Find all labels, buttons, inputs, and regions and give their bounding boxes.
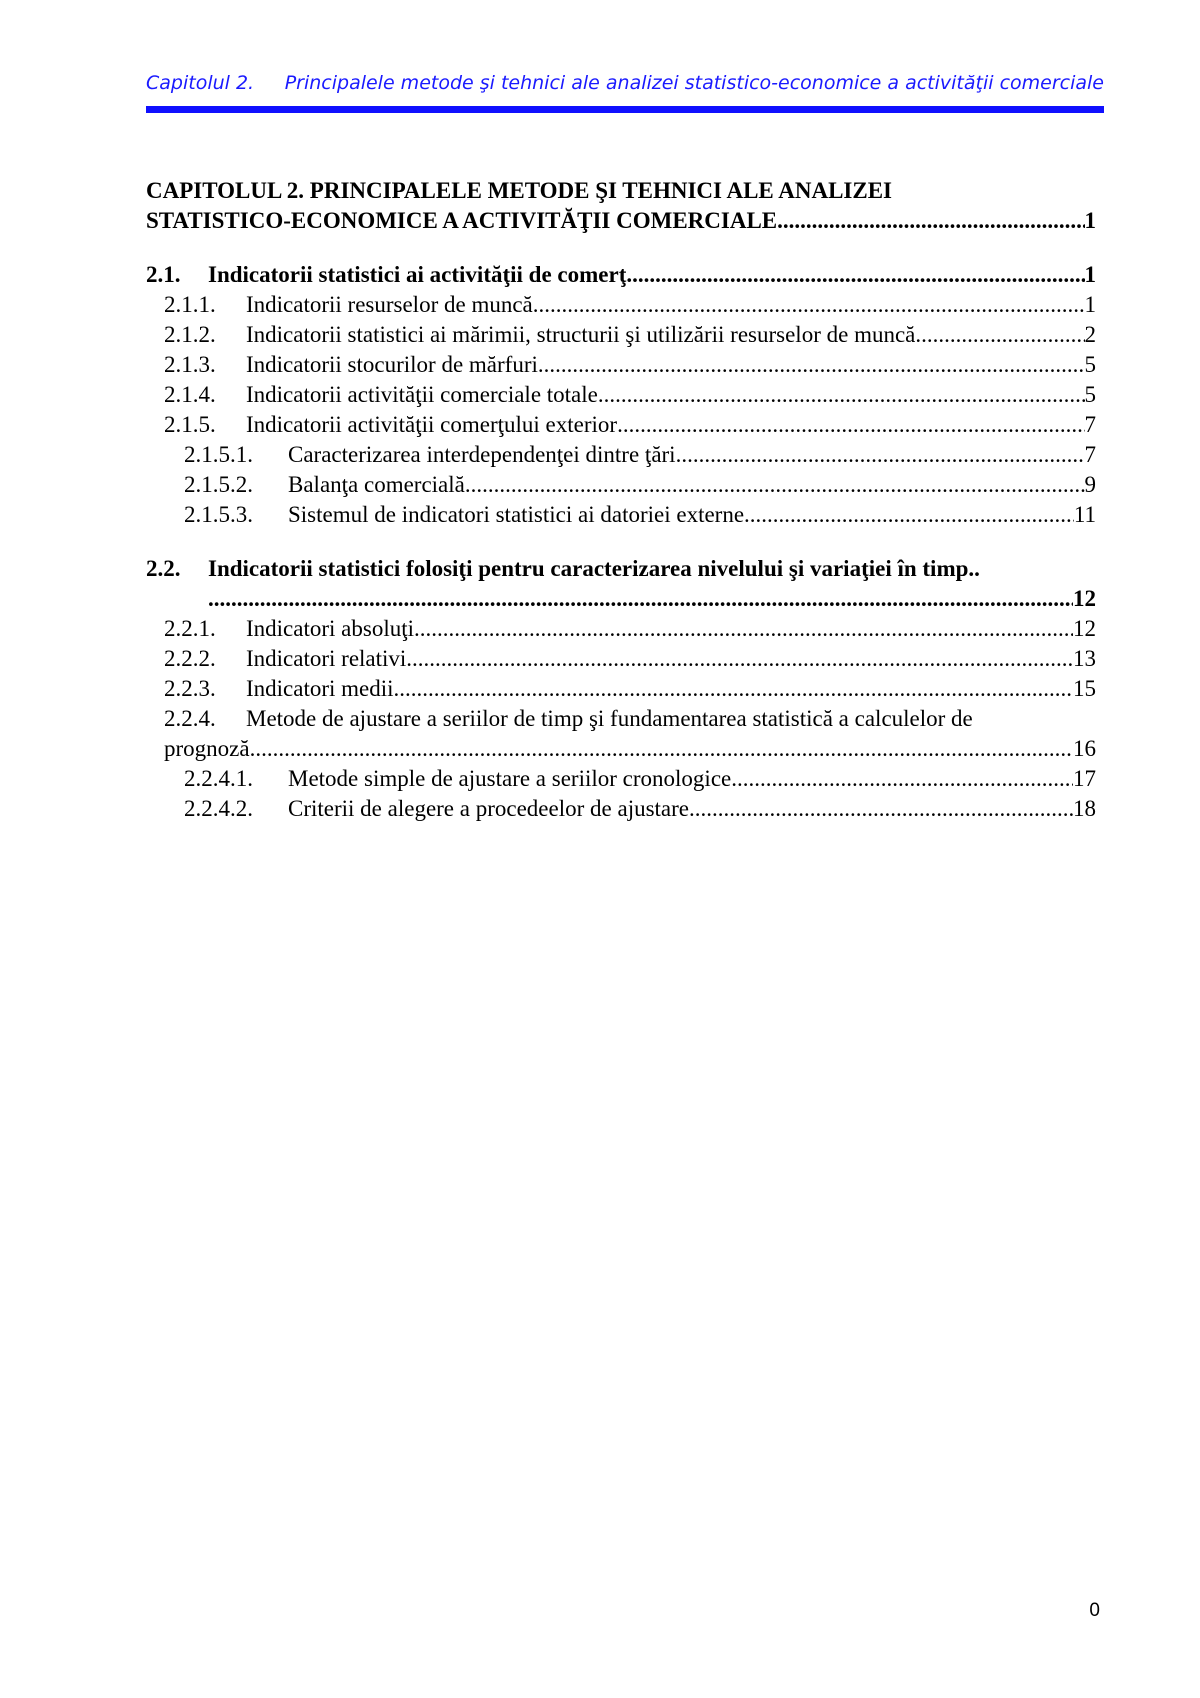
- toc-entry-2-2-4-continued[interactable]: [146, 734, 1096, 764]
- toc-entry-text: Indicatorii activităţii comerţului exterior: [246, 412, 618, 437]
- toc-entry-2-2-4-1[interactable]: [146, 764, 1096, 794]
- toc-entry-text: Metode simple de ajustare a seriilor cronologice: [288, 766, 732, 791]
- toc-entry-2-1-3[interactable]: [146, 350, 1096, 380]
- toc-page-number: 17: [1073, 766, 1096, 791]
- leader-dots: [626, 260, 1084, 290]
- toc-entry-number: 2.2.: [146, 556, 181, 581]
- toc-entry-text: prognoză: [164, 736, 250, 761]
- toc-entry-text: Indicatorii stocurilor de mărfuri: [246, 352, 538, 377]
- toc-entry-number: 2.1.4.: [164, 382, 216, 407]
- leader-dots: [915, 320, 1084, 350]
- toc-entry-text: Indicatori medii: [246, 676, 394, 701]
- toc-entry-2-1-4[interactable]: [146, 380, 1096, 410]
- header-rule: [146, 106, 1104, 113]
- toc-entry-number: 2.1.3.: [164, 352, 216, 377]
- leader-dots: [208, 584, 1073, 614]
- toc-entry-2-2-2[interactable]: [146, 644, 1096, 674]
- toc-entry-number: 2.1.5.1.: [184, 442, 253, 467]
- toc-entry-number: 2.2.1.: [164, 616, 216, 641]
- leader-dots: [676, 440, 1085, 470]
- toc-entry-text: Indicatori absoluţi: [246, 616, 414, 641]
- toc-page-number: 16: [1073, 736, 1096, 761]
- toc-entry-text: Indicatorii resurselor de muncă: [246, 292, 533, 317]
- toc-entry-number: 2.2.4.: [164, 706, 216, 731]
- toc-page-number: 18: [1073, 796, 1096, 821]
- toc-entry-text: Sistemul de indicatori statistici ai datoriei externe: [288, 502, 745, 527]
- leader-dots: [617, 410, 1084, 440]
- toc-page-number: 15: [1073, 676, 1096, 701]
- toc-entry-2-1-1[interactable]: [146, 290, 1096, 320]
- toc-entry-2-1[interactable]: [146, 260, 1096, 290]
- toc-entry-2-1-5-1[interactable]: [146, 440, 1096, 470]
- toc-entry-text: Indicatori relativi: [246, 646, 407, 671]
- leader-dots: [465, 470, 1085, 500]
- toc-chapter-line2[interactable]: [146, 206, 1096, 236]
- toc-entry-number: 2.1.5.: [164, 412, 216, 437]
- leader-dots: [598, 380, 1085, 410]
- toc-chapter-title-1: CAPITOLUL 2. PRINCIPALELE METODE ŞI TEHNICI ALE ANALIZEI: [146, 178, 892, 203]
- toc-entry-number: 2.1.: [146, 262, 181, 287]
- toc-entry-text: Indicatorii activităţii comerciale totale: [246, 382, 598, 407]
- toc-page-number: 7: [1084, 442, 1096, 467]
- toc-page-number: 7: [1084, 412, 1096, 437]
- toc-entry-2-2-continued[interactable]: [146, 584, 1096, 614]
- toc-entry-number: 2.1.5.2.: [184, 472, 253, 497]
- toc-entry-2-2-4-2[interactable]: [146, 794, 1096, 824]
- toc-page-number: 12: [1073, 586, 1096, 611]
- leader-dots: [533, 290, 1085, 320]
- toc-entry-text: Metode de ajustare a seriilor de timp şi fundamentarea statistică a calculelor de: [246, 706, 973, 731]
- toc-entry-number: 2.1.5.3.: [184, 502, 253, 527]
- toc-page-number: 1: [1084, 262, 1096, 287]
- toc-page-number: 2: [1084, 322, 1096, 347]
- toc-page-number: 1: [1084, 208, 1096, 233]
- toc-entry-2-1-5-2[interactable]: [146, 470, 1096, 500]
- leader-dots: [744, 500, 1074, 530]
- toc-page-number: 12: [1073, 616, 1096, 641]
- toc-page-number: 1: [1084, 292, 1096, 317]
- toc-entry-number: 2.2.4.2.: [184, 796, 253, 821]
- header-chapter: Capitolul 2.: [146, 72, 255, 94]
- toc-entry-text: Caracterizarea interdependenţei dintre ţări: [288, 442, 676, 467]
- toc-page-number: 13: [1073, 646, 1096, 671]
- toc-entry-2-2-4[interactable]: [146, 704, 1096, 734]
- toc-chapter-line1[interactable]: [146, 176, 1096, 206]
- leader-dots: [777, 206, 1084, 236]
- toc-page-number: 5: [1084, 382, 1096, 407]
- toc-entry-2-2-3[interactable]: [146, 674, 1096, 704]
- toc-page-number: 9: [1084, 472, 1096, 497]
- header-title: Principalele metode şi tehnici ale analizei statistico-economice a activităţii comerciale: [284, 72, 1104, 94]
- toc-page-number: 11: [1073, 502, 1096, 527]
- table-of-contents: [146, 176, 1096, 824]
- toc-entry-number: 2.2.3.: [164, 676, 216, 701]
- toc-chapter-title-2: STATISTICO-ECONOMICE A ACTIVITĂŢII COMERCIALE: [146, 208, 778, 233]
- toc-entry-2-1-5[interactable]: [146, 410, 1096, 440]
- leader-dots: [406, 644, 1073, 674]
- toc-entry-2-2[interactable]: [146, 554, 1096, 584]
- toc-entry-text: Indicatorii statistici ai activităţii de comerţ: [208, 262, 627, 287]
- toc-entry-number: 2.1.2.: [164, 322, 216, 347]
- toc-entry-2-1-2[interactable]: [146, 320, 1096, 350]
- leader-dots: [538, 350, 1085, 380]
- leader-dots: [414, 614, 1073, 644]
- leader-dots: [394, 674, 1073, 704]
- toc-entry-number: 2.2.2.: [164, 646, 216, 671]
- toc-entry-text: Balanţa comercială: [288, 472, 465, 497]
- toc-entry-number: 2.2.4.1.: [184, 766, 253, 791]
- running-header: [146, 72, 1104, 96]
- toc-entry-text: Indicatorii statistici ai mărimii, structurii şi utilizării resurselor de muncă: [246, 322, 916, 347]
- toc-entry-2-2-1[interactable]: [146, 614, 1096, 644]
- toc-entry-text: Criterii de alegere a procedeelor de ajustare: [288, 796, 689, 821]
- toc-entry-2-1-5-3[interactable]: [146, 500, 1096, 530]
- toc-entry-number: 2.1.1.: [164, 292, 216, 317]
- toc-page-number: 5: [1084, 352, 1096, 377]
- toc-entry-text: Indicatorii statistici folosiţi pentru caracterizarea nivelului şi variaţiei în timp..: [208, 556, 980, 581]
- leader-dots: [689, 794, 1073, 824]
- leader-dots: [250, 734, 1073, 764]
- footer-page-number: 0: [1089, 1600, 1100, 1621]
- leader-dots: [731, 764, 1073, 794]
